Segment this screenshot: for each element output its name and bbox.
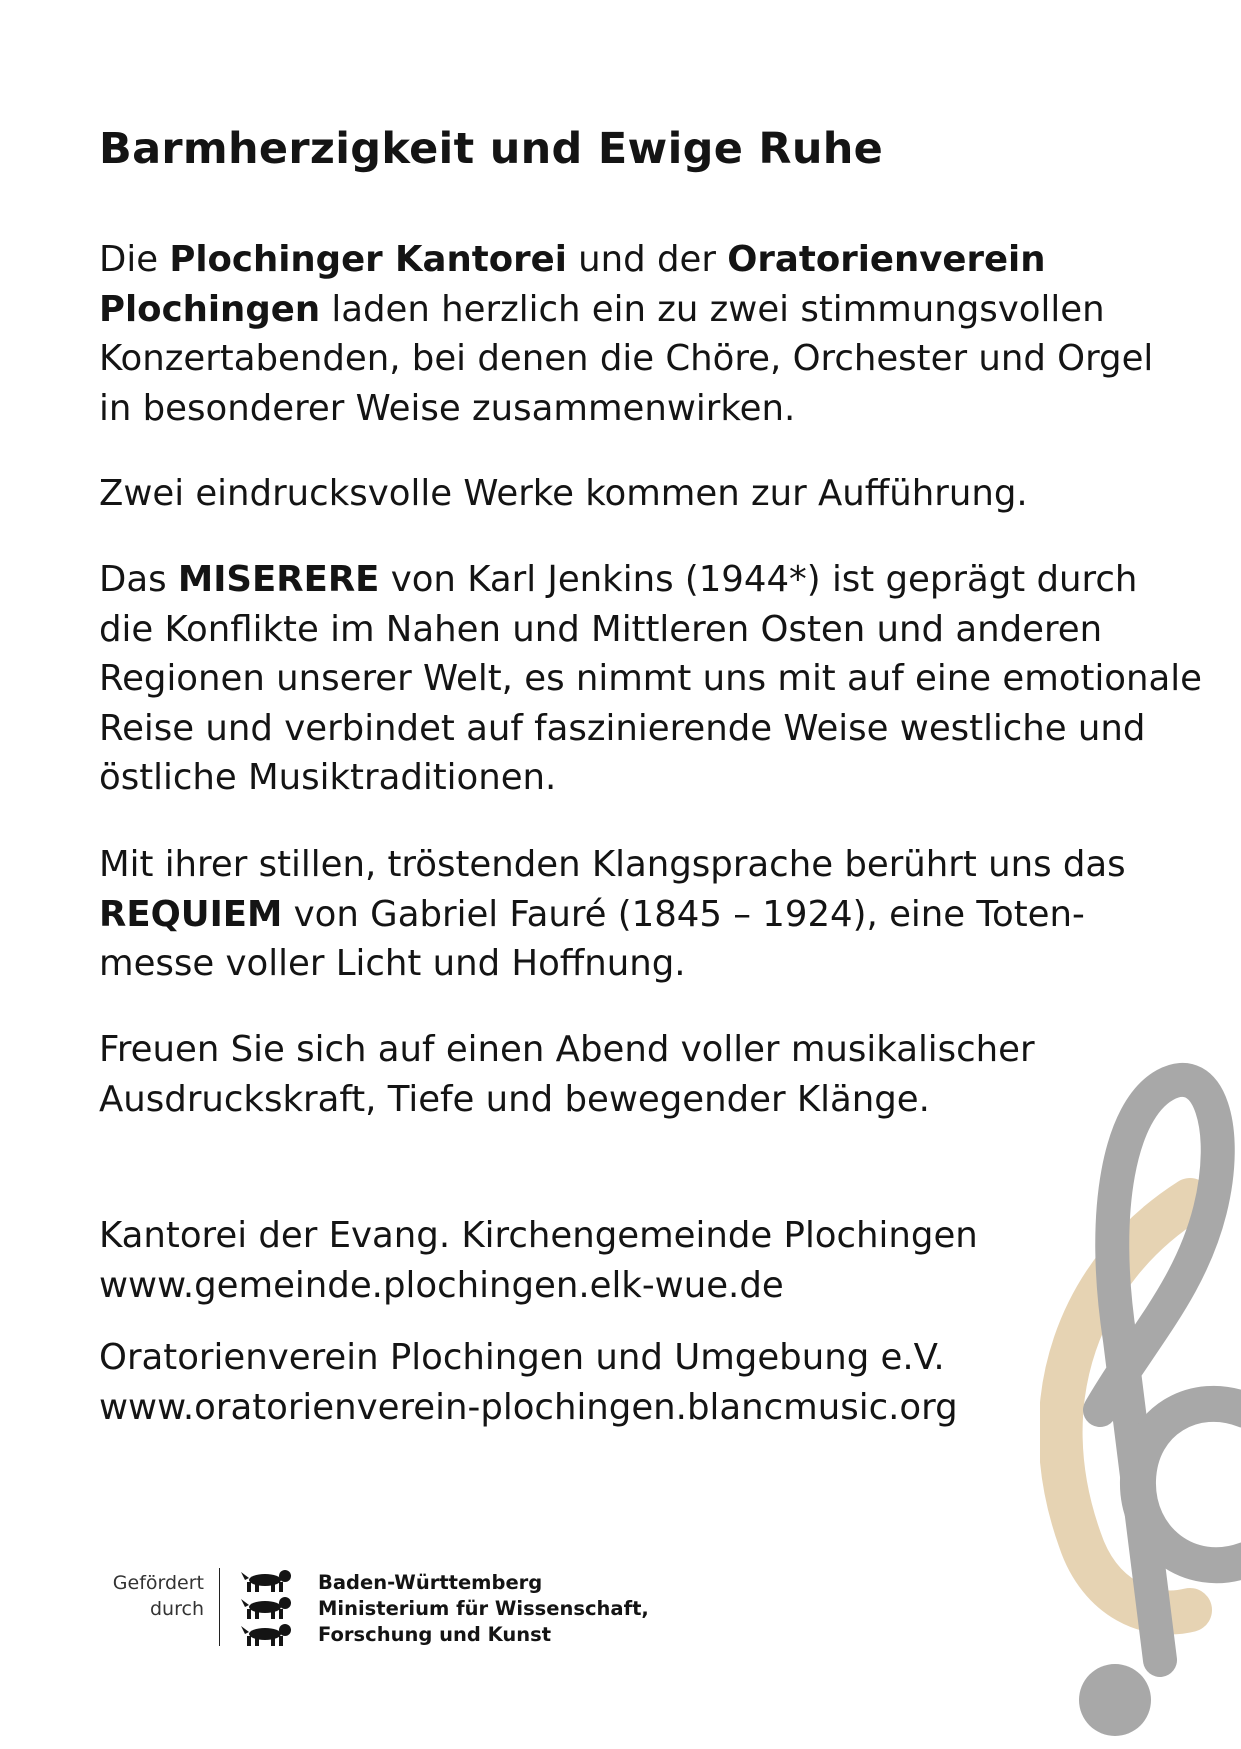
miserere-line-1: Das MISERERE von Karl Jenkins (1944*) ist geprägt durch (99, 559, 1138, 600)
ministry-name: Baden-Württemberg Ministerium für Wissenschaft, Forschung und Kunst (318, 1571, 649, 1646)
clef-bottom-dot (1079, 1664, 1151, 1736)
requiem-line-2: REQUIEM von Gabriel Fauré (1845 – 1924), eine Toten- (99, 893, 1085, 935)
lion-icon (241, 1570, 291, 1592)
intro-line-2: Plochingen laden herzlich ein zu zwei stimmungsvollen (99, 288, 1105, 330)
kantorei-contact (99, 1211, 978, 1310)
miserere-line-3: Regionen unserer Welt, es nimmt uns mit auf eine emotionale (99, 658, 1202, 699)
clef-bowl (1138, 1404, 1241, 1565)
kantorei-name: Kantorei der Evang. Kirchengemeinde Plochingen (99, 1215, 978, 1256)
treble-clef-icon (1040, 1040, 1241, 1749)
funding-divider (219, 1568, 220, 1646)
requiem-paragraph (99, 840, 1126, 989)
closing-line-1: Freuen Sie sich auf einen Abend voller musikalischer (99, 1029, 1035, 1070)
miserere-paragraph (99, 555, 1202, 803)
funding-label: Gefördert durch (112, 1572, 204, 1620)
lion-icon (241, 1597, 291, 1619)
three-lions-icon (241, 1568, 297, 1648)
intro-paragraph (99, 235, 1153, 433)
intro-line-4: in besonderer Weise zusammenwirken. (99, 387, 796, 429)
works-intro: Zwei eindrucksvolle Werke kommen zur Aufführung. (99, 473, 1028, 514)
plochinger-kantorei-name: Plochinger Kantorei (169, 239, 567, 280)
miserere-line-2: die Konflikte im Nahen und Mittleren Osten und anderen (99, 608, 1103, 650)
requiem-line-3: messe voller Licht und Hoffnung. (99, 943, 686, 984)
kantorei-url[interactable]: www.gemeinde.plochingen.elk-wue.de (99, 1264, 784, 1306)
miserere-line-5: östliche Musiktraditionen. (99, 757, 557, 798)
oratorienverein-url[interactable]: www.oratorienverein-plochingen.blancmusic.org (99, 1386, 958, 1428)
miserere-title: MISERERE (177, 559, 380, 600)
closing-paragraph (99, 1025, 1035, 1124)
oratorienverein-name: Oratorienverein (727, 239, 1046, 280)
oratorienverein-full-name: Oratorienverein Plochingen und Umgebung e.V. (99, 1337, 945, 1378)
funding-block (96, 1568, 656, 1648)
lion-icon (241, 1624, 291, 1646)
miserere-line-4: Reise und verbindet auf faszinierende Weise westliche und (99, 707, 1146, 749)
intro-line-3: Konzertabenden, bei denen die Chöre, Orchester und Orgel (99, 338, 1154, 379)
intro-line-1: Die Plochinger Kantorei und der Oratorienverein (99, 239, 1046, 280)
oratorienverein-contact (99, 1333, 958, 1432)
requiem-line-1: Mit ihrer stillen, tröstenden Klangsprache berührt uns das (99, 844, 1126, 885)
closing-line-2: Ausdruckskraft, Tiefe und bewegender Klänge. (99, 1078, 930, 1120)
requiem-title: REQUIEM (99, 893, 283, 935)
page-title: Barmherzigkeit und Ewige Ruhe (99, 124, 884, 174)
